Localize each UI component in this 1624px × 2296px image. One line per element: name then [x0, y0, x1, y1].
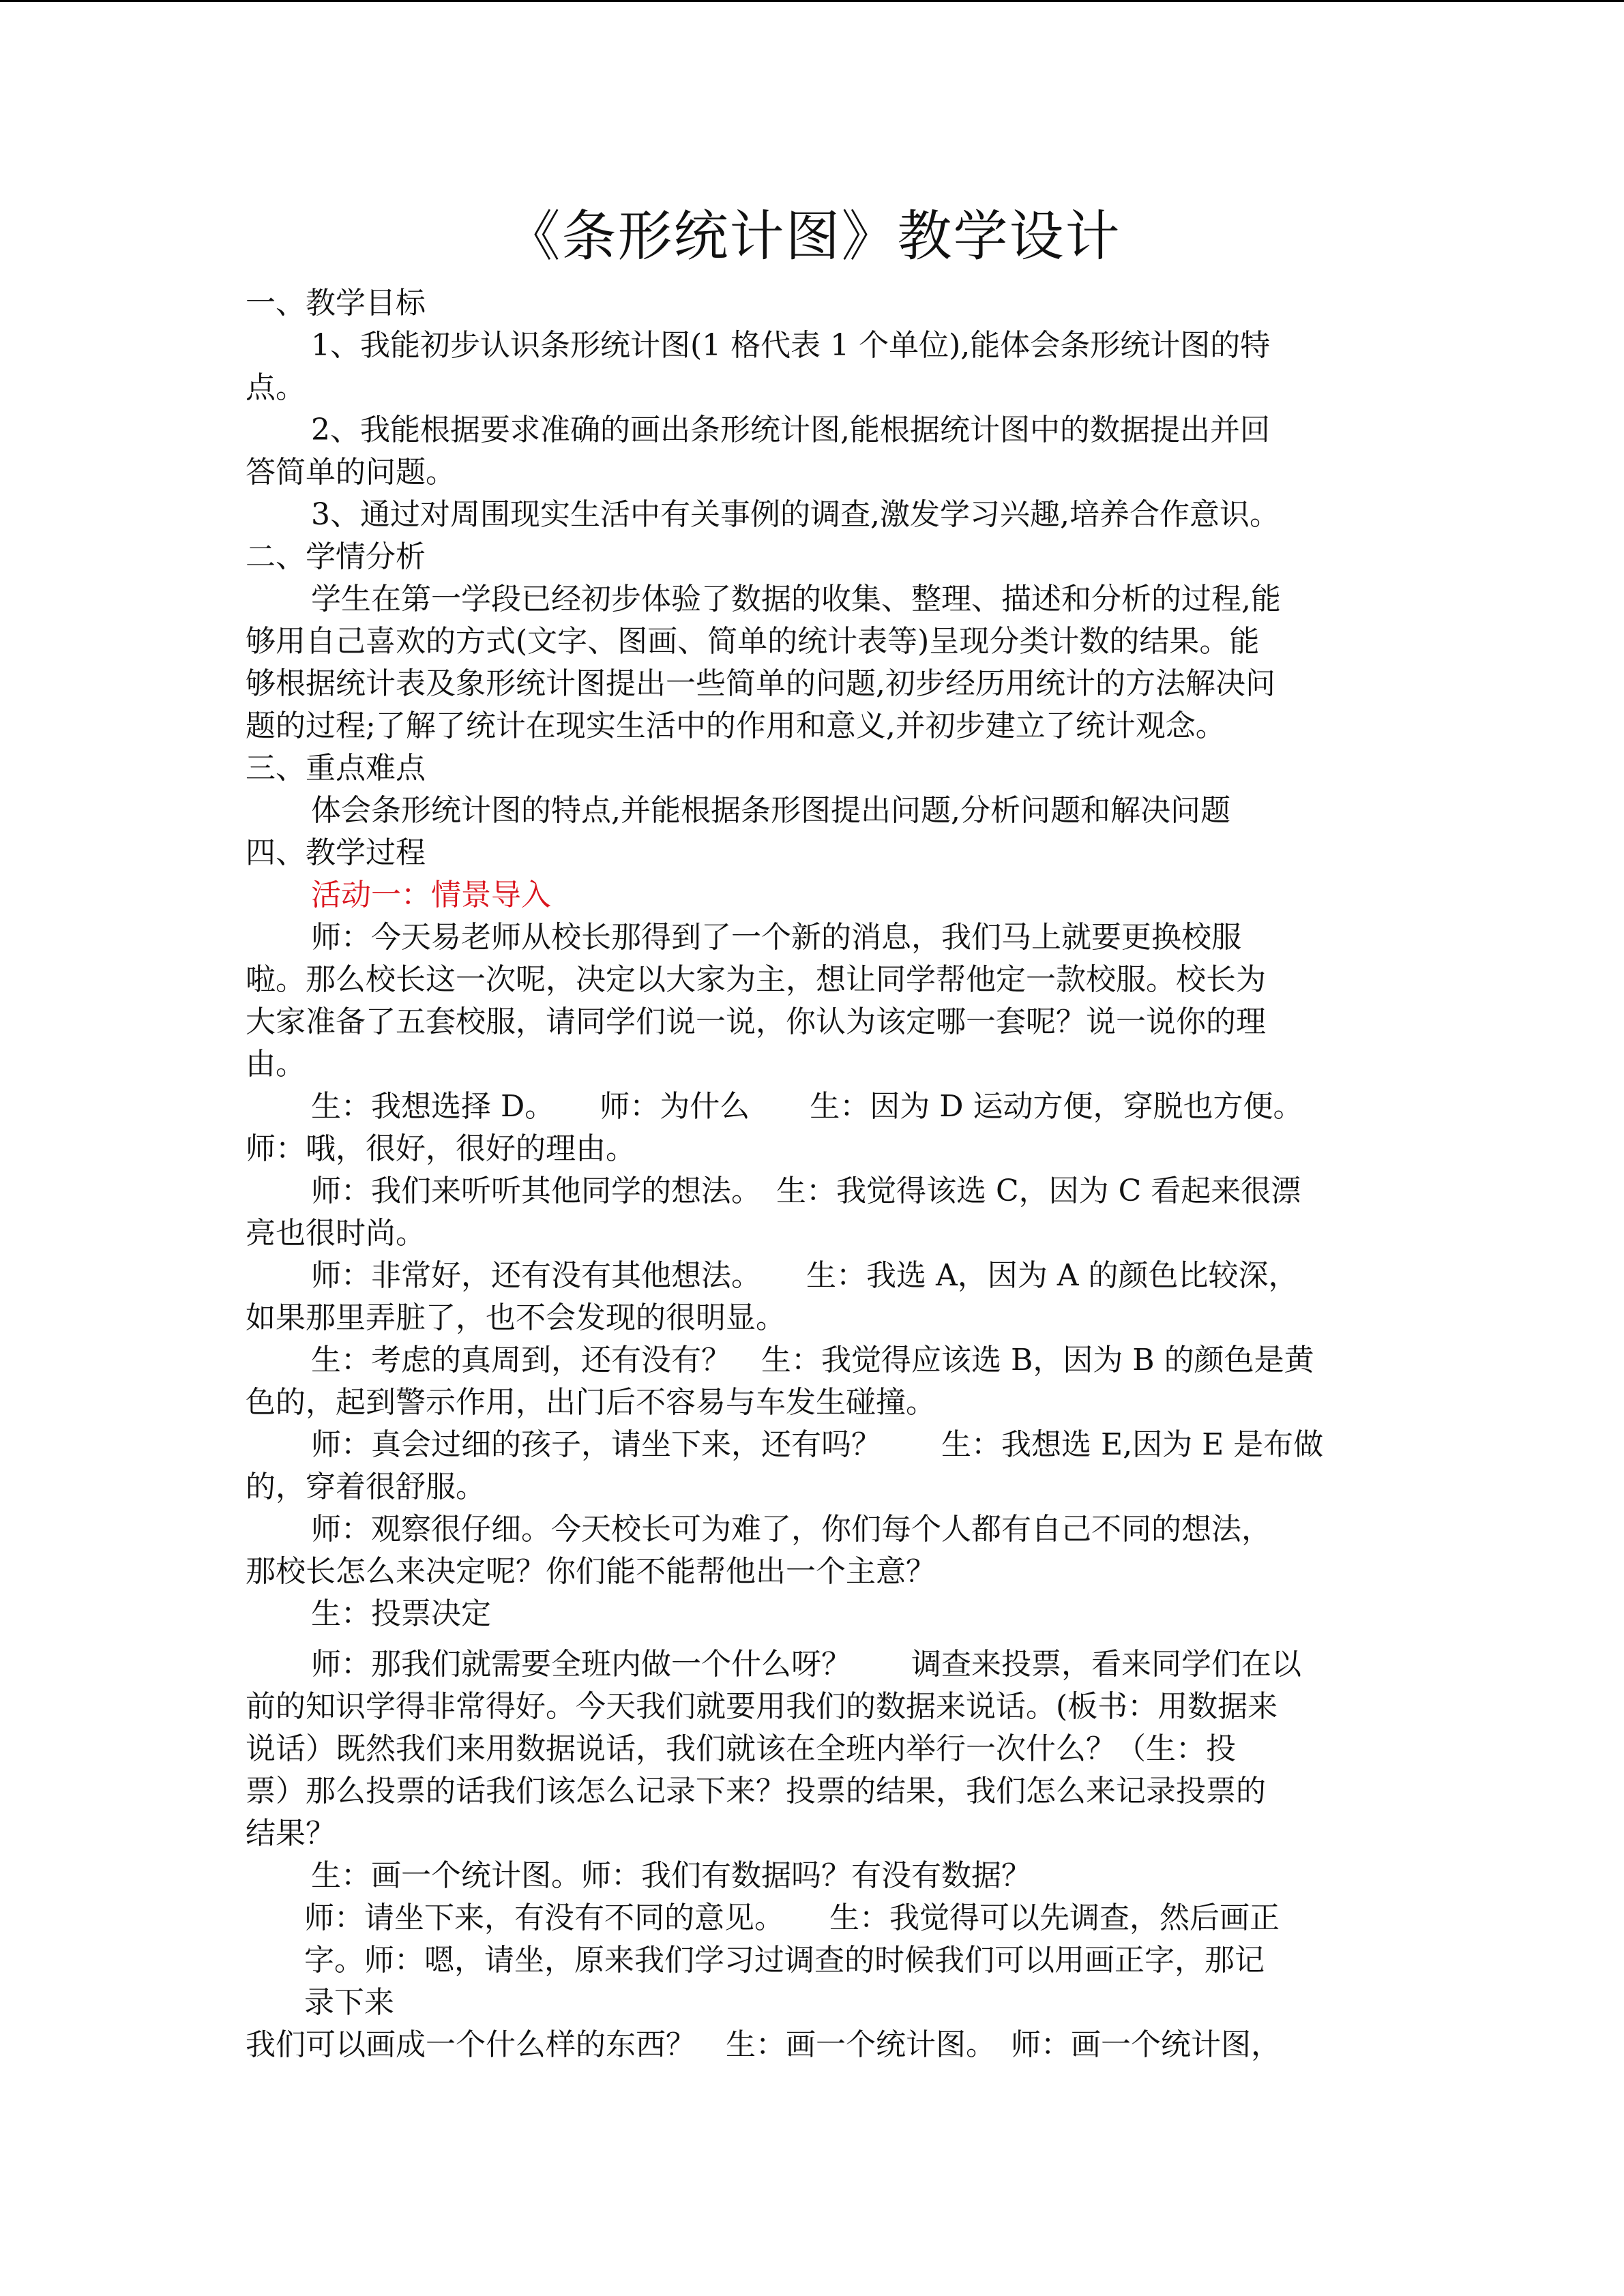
section-heading-key-points: 三、重点难点 [246, 751, 426, 786]
dialogue-line-8: 亮也很时尚。 [246, 1216, 426, 1251]
dialogue-line-23: 生：画一个统计图。师：我们有数据吗？有没有数据？ [311, 1858, 1031, 1893]
dialogue-line-7: 师：我们来听听其他同学的想法。 生：我觉得该选 C，因为 C 看起来很漂 [311, 1174, 1301, 1208]
analysis-line-3: 够根据统计表及象形统计图提出一些简单的问题,初步经历用统计的方法解决问 [246, 666, 1275, 701]
dialogue-line-14: 的，穿着很舒服。 [246, 1470, 486, 1504]
dialogue-line-27: 我们可以画成一个什么样的东西？ 生：画一个统计图。 师：画一个统计图， [246, 2027, 1281, 2062]
goal-2-line-1: 2、我能根据要求准确的画出条形统计图,能根据统计图中的数据提出并回 [311, 413, 1270, 447]
page-top-border [0, 0, 1624, 2]
key-points-line: 体会条形统计图的特点,并能根据条形图提出问题,分析问题和解决问题 [311, 793, 1230, 828]
dialogue-line-19: 前的知识学得非常得好。今天我们就要用我们的数据来说话。(板书：用数据来 [246, 1689, 1278, 1724]
dialogue-line-15: 师：观察很仔细。今天校长可为难了，你们每个人都有自己不同的想法， [311, 1512, 1271, 1547]
dialogue-line-9: 师：非常好，还有没有其他想法。 生：我选 A，因为 A 的颜色比较深， [311, 1258, 1299, 1293]
analysis-line-1: 学生在第一学段已经初步体验了数据的收集、整理、描述和分析的过程,能 [311, 582, 1281, 616]
analysis-line-4: 题的过程;了解了统计在现实生活中的作用和意义,并初步建立了统计观念。 [246, 709, 1226, 743]
dialogue-line-5: 生：我想选择 D。 师：为什么 生：因为 D 运动方便，穿脱也方便。 [311, 1089, 1303, 1124]
dialogue-line-22: 结果？ [246, 1816, 336, 1851]
goal-1-line-1: 1、我能初步认识条形统计图(1 格代表 1 个单位),能体会条形统计图的特 [311, 328, 1271, 363]
dialogue-line-25: 字。师：嗯，请坐，原来我们学习过调查的时候我们可以用画正字，那记 [304, 1943, 1265, 1978]
dialogue-line-21: 票）那么投票的话我们该怎么记录下来？投票的结果，我们怎么来记录投票的 [246, 1774, 1266, 1808]
section-heading-process: 四、教学过程 [246, 835, 426, 870]
activity-one-heading: 活动一：情景导入 [311, 878, 551, 912]
dialogue-line-26: 录下来 [304, 1985, 394, 2020]
dialogue-line-20: 说话）既然我们来用数据说话，我们就该在全班内举行一次什么？（生：投 [246, 1731, 1236, 1766]
goal-2-line-2: 答简单的问题。 [246, 455, 456, 490]
dialogue-line-17: 生：投票决定 [311, 1596, 491, 1631]
dialogue-line-4: 由。 [246, 1047, 306, 1082]
dialogue-line-2: 啦。那么校长这一次呢，决定以大家为主，想让同学帮他定一款校服。校长为 [246, 962, 1266, 997]
analysis-line-2: 够用自己喜欢的方式(文字、图画、简单的统计表等)呈现分类计数的结果。能 [246, 624, 1260, 659]
dialogue-line-1: 师：今天易老师从校长那得到了一个新的消息，我们马上就要更换校服 [311, 920, 1241, 955]
section-heading-goals: 一、教学目标 [246, 286, 426, 320]
dialogue-line-3: 大家准备了五套校服，请同学们说一说，你认为该定哪一套呢？说一说你的理 [246, 1004, 1266, 1039]
goal-1-line-2: 点。 [246, 370, 306, 405]
goal-3-line: 3、通过对周围现实生活中有关事例的调查,激发学习兴趣,培养合作意识。 [311, 497, 1280, 532]
section-heading-analysis: 二、学情分析 [246, 539, 426, 574]
dialogue-line-16: 那校长怎么来决定呢？你们能不能帮他出一个主意？ [246, 1554, 936, 1589]
dialogue-line-18: 师：那我们就需要全班内做一个什么呀？ 调查来投票，看来同学们在以 [311, 1647, 1301, 1682]
dialogue-line-10: 如果那里弄脏了，也不会发现的很明显。 [246, 1300, 786, 1335]
dialogue-line-11: 生：考虑的真周到，还有没有？ 生：我觉得应该选 B，因为 B 的颜色是黄 [311, 1343, 1314, 1377]
document-title: 《条形统计图》教学设计 [505, 205, 1121, 268]
dialogue-line-13: 师：真会过细的孩子，请坐下来，还有吗？ 生：我想选 E,因为 E 是布做 [311, 1427, 1324, 1462]
dialogue-line-6: 师：哦，很好，很好的理由。 [246, 1131, 636, 1166]
dialogue-line-24: 师：请坐下来，有没有不同的意见。 生：我觉得可以先调查，然后画正 [304, 1900, 1280, 1935]
dialogue-line-12: 色的，起到警示作用，出门后不容易与车发生碰撞。 [246, 1385, 936, 1420]
